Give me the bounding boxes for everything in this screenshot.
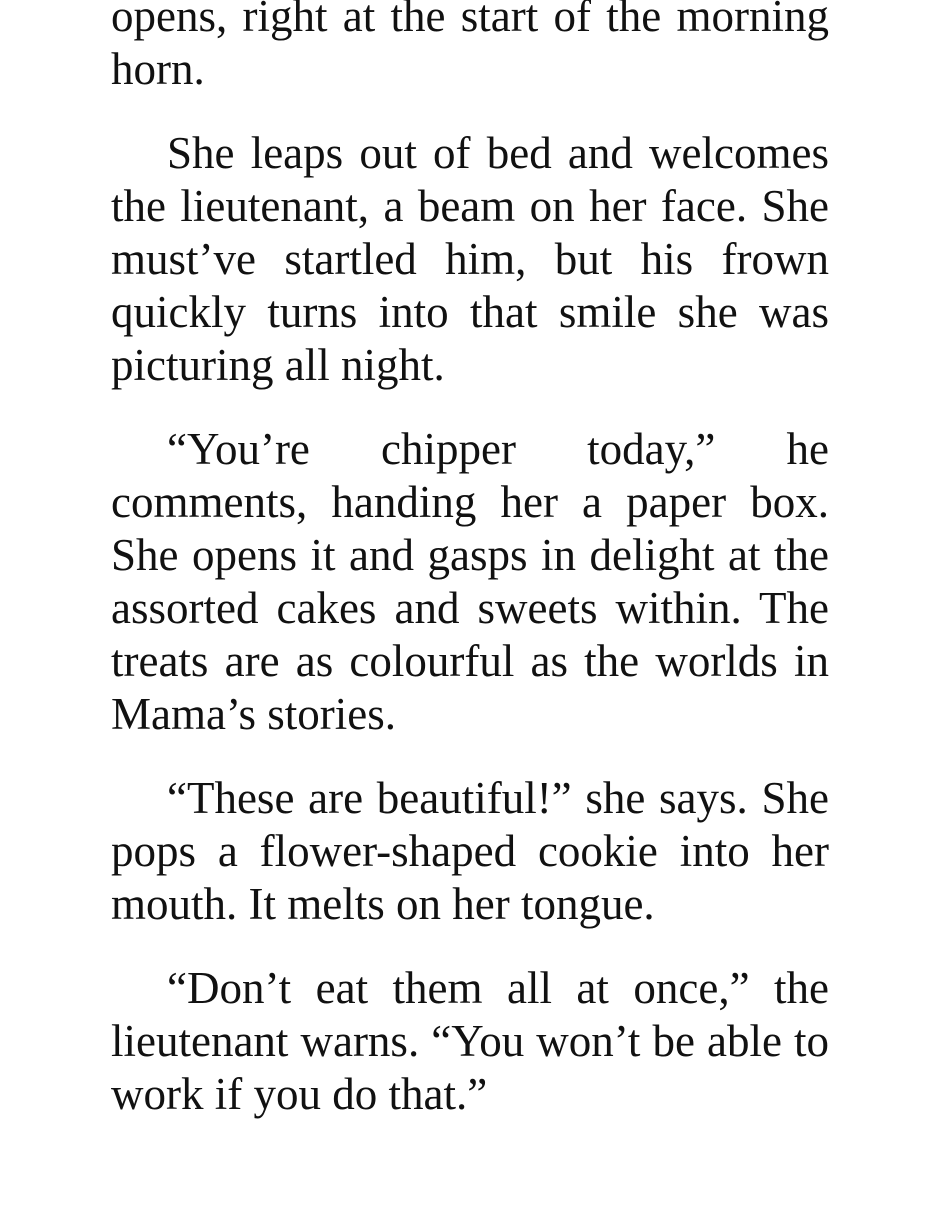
paragraph: “These are beautiful!” she says. She pops a flower-shaped cookie into her mouth. It melts on her tongue. xyxy=(111,773,829,929)
paragraph: She leaps out of bed and welcomes the lieutenant, a beam on her face. She must’ve startled him, but his frown quickly turns into that smile she was picturing all night. xyxy=(111,128,829,390)
page-body xyxy=(111,0,829,1152)
paragraph: “You’re chipper today,” he comments, handing her a paper box. She opens it and gasps in delight at the assorted cakes and sweets within. The treats are as colourful as the worlds in Mama’s stories. xyxy=(111,424,829,739)
paragraph-continued: opens, right at the start of the morning horn. xyxy=(111,0,829,94)
paragraph: “Don’t eat them all at once,” the lieutenant warns. “You won’t be able to work if you do that.” xyxy=(111,963,829,1119)
